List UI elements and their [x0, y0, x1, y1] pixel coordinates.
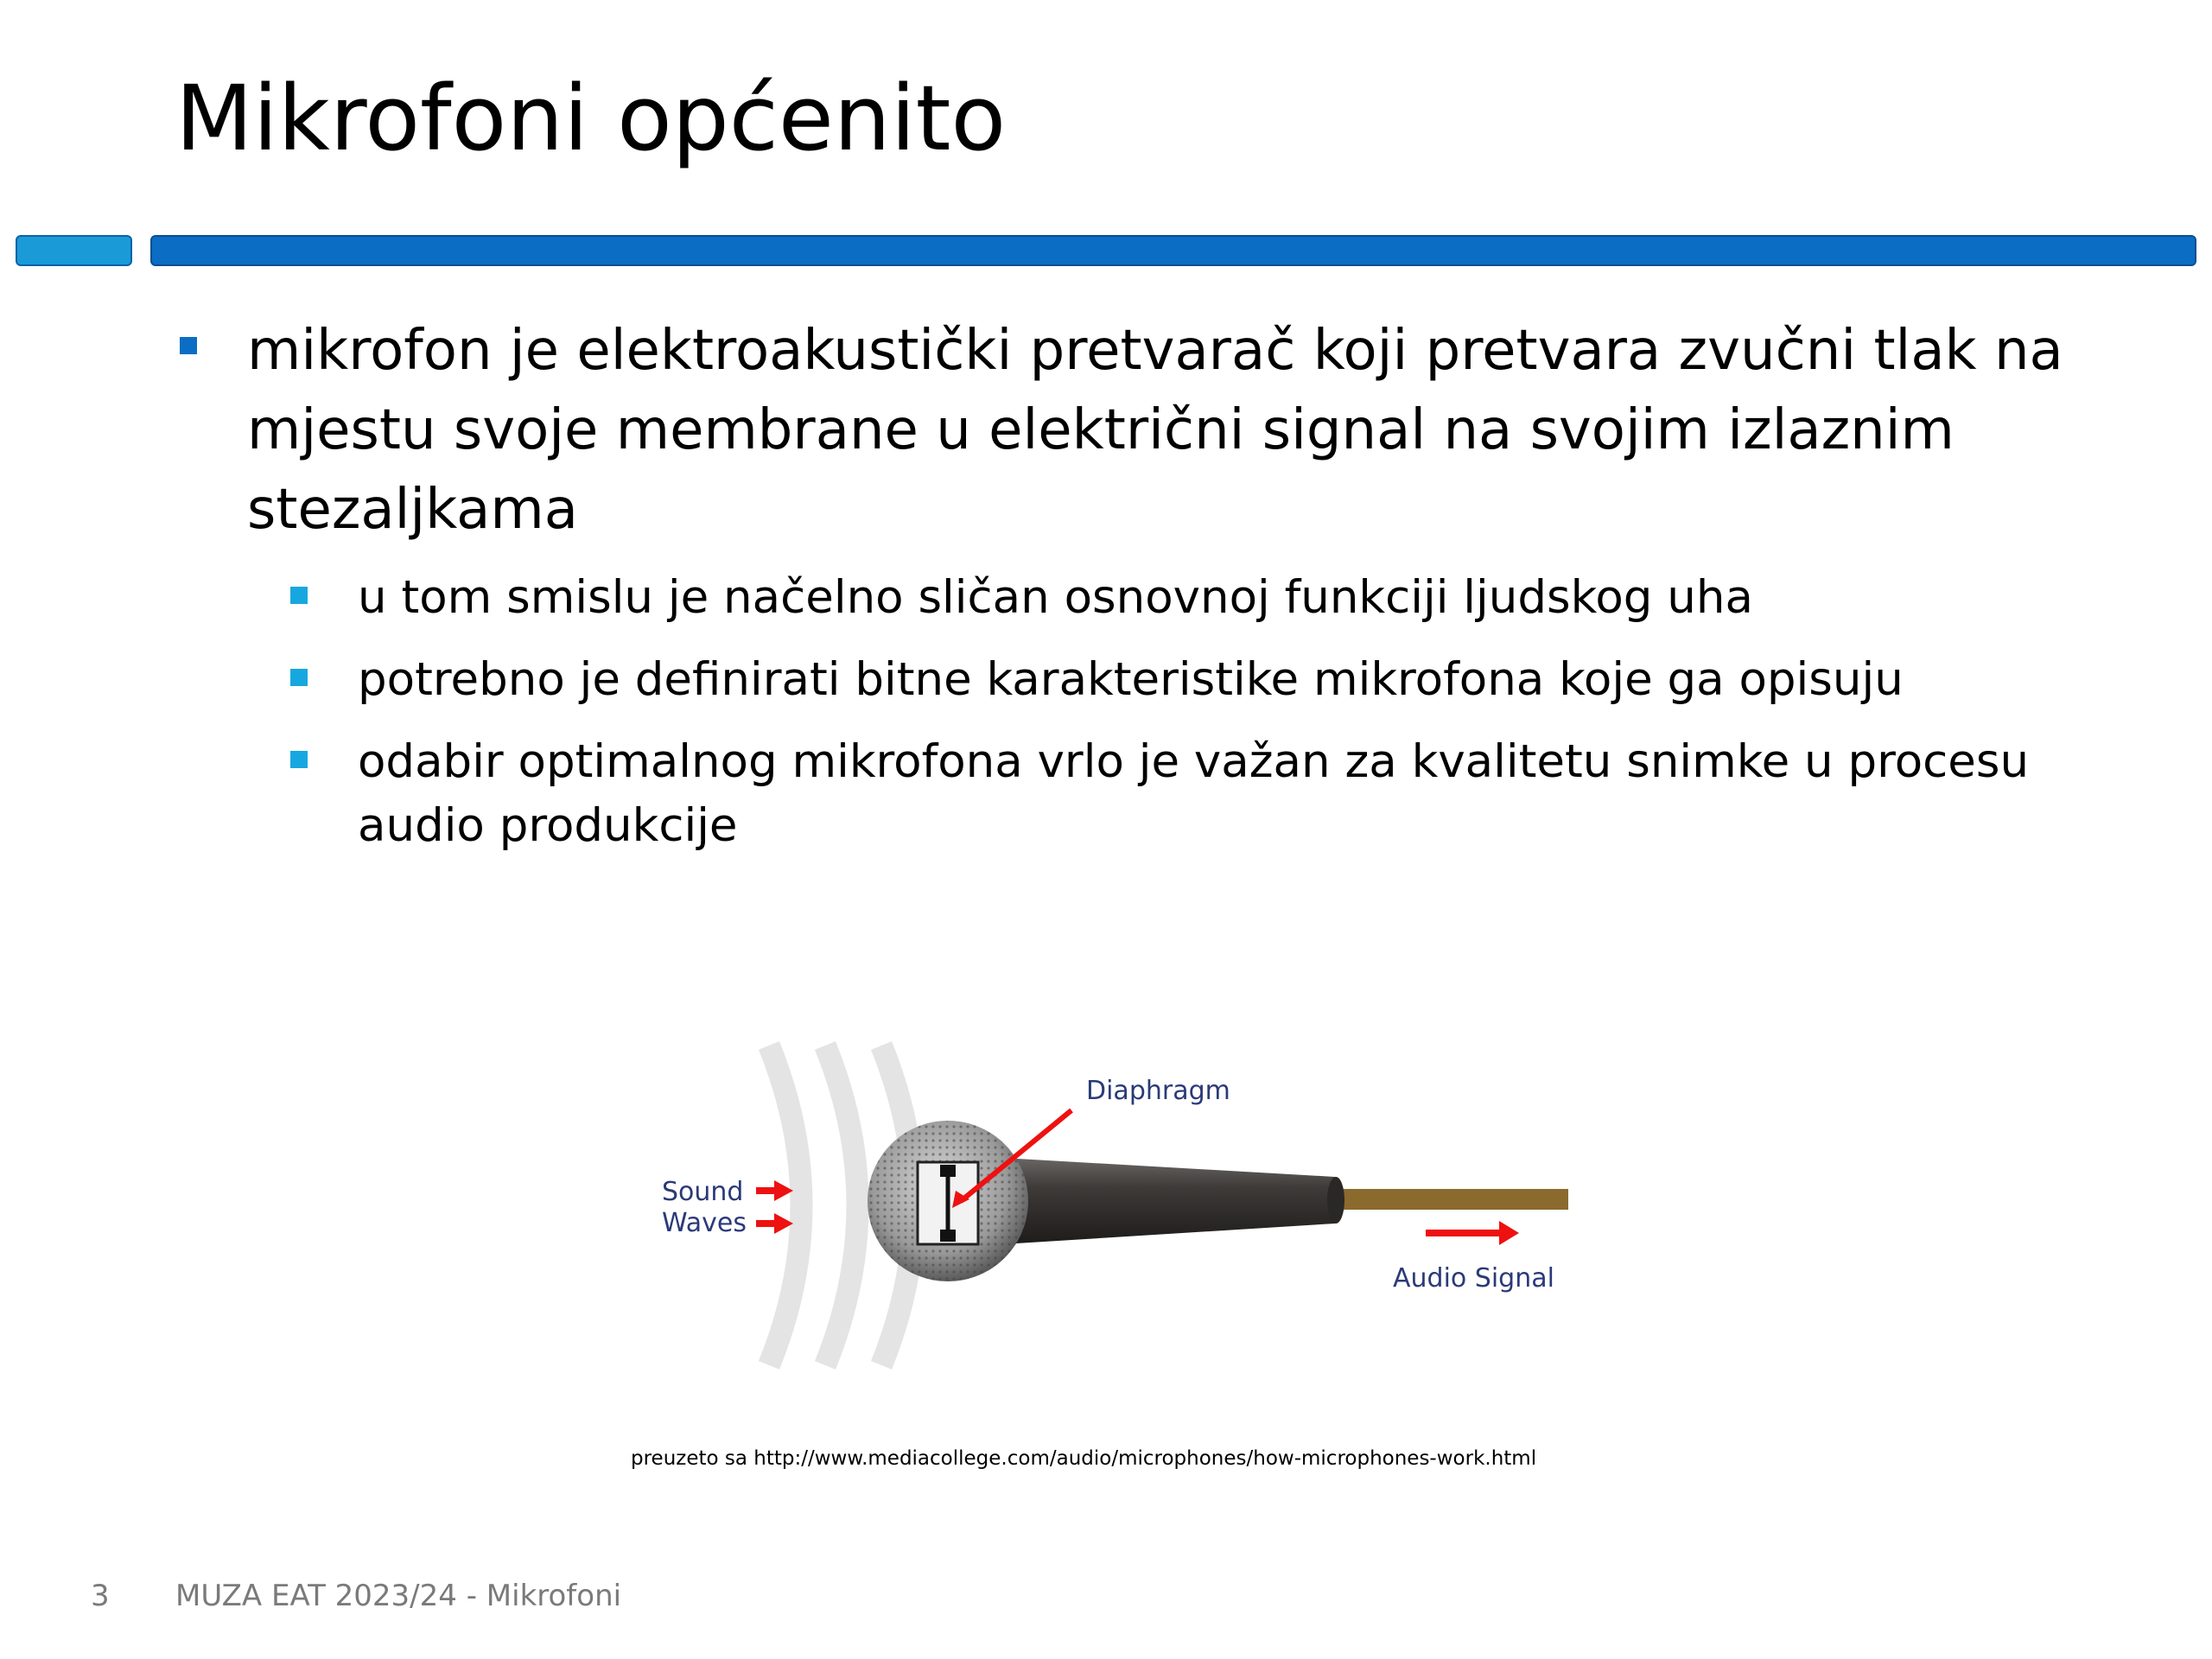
sub-bullet-text: u tom smislu je načelno sličan osnovnoj funkciji ljudskog uha [358, 571, 1753, 624]
title-accent-bar-long [150, 235, 2196, 266]
bullet-square-icon [180, 337, 197, 354]
footer-text: MUZA EAT 2023/24 - Mikrofoni [175, 1579, 622, 1613]
main-bullet-item [180, 311, 2133, 550]
sound-waves-label-line2: Waves [662, 1208, 747, 1238]
main-bullet-text: mikrofon je elektroakustički pretvarač koji pretvara zvučni tlak na mjestu svoje membrane u električni signal na svojim izlaznim stezaljkama [247, 319, 2063, 542]
figure-caption: preuzeto sa http://www.mediacollege.com/audio/microphones/how-microphones-work.html [631, 1447, 1537, 1470]
audio-signal-label: Audio Signal [1393, 1263, 1554, 1294]
slide-number: 3 [91, 1579, 110, 1613]
sound-waves-label-line1: Sound [662, 1177, 744, 1207]
sub-bullet-item-1 [290, 566, 2148, 630]
audio-cable [1339, 1189, 1568, 1210]
bullet-square-icon [290, 669, 308, 686]
audio-signal-arrow [1426, 1221, 1519, 1245]
diaphragm-label: Diaphragm [1086, 1076, 1230, 1106]
sound-input-arrows [756, 1180, 793, 1234]
sub-bullet-text: potrebno je definirati bitne karakteristike mikrofona koje ga opisuju [358, 653, 1904, 706]
microphone-diagram [639, 1020, 1590, 1408]
title-accent-bar-short [16, 235, 132, 266]
bullet-square-icon [290, 587, 308, 604]
slide-title: Mikrofoni općenito [175, 66, 1007, 171]
sub-bullet-item-2 [290, 648, 2148, 712]
microphone-handle [1002, 1158, 1339, 1244]
bullet-square-icon [290, 751, 308, 768]
sub-bullet-item-3 [290, 730, 2148, 858]
sub-bullet-text: odabir optimalnog mikrofona vrlo je važan za kvalitetu snimke u procesu audio produkcije [358, 735, 2030, 852]
